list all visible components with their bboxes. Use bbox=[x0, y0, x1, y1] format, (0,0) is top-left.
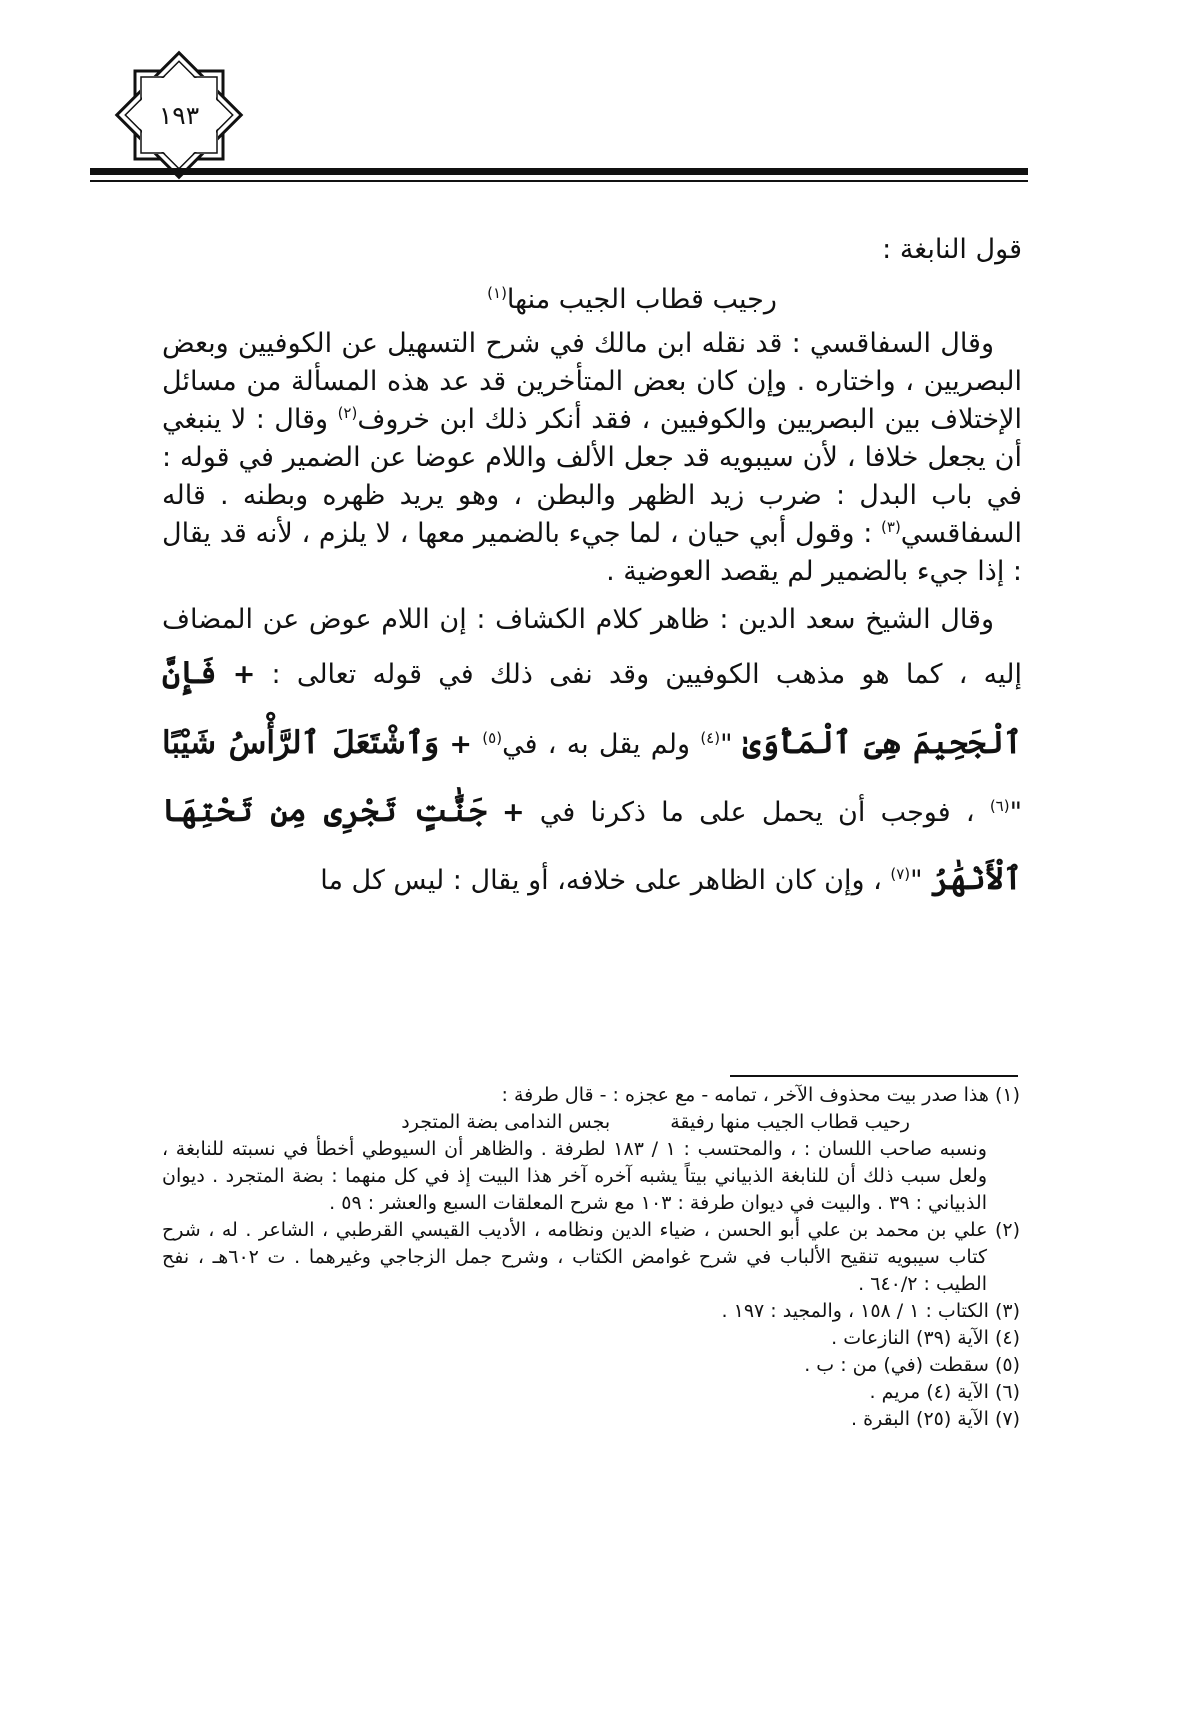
para2-text-c: ، فوجب أن يحمل على ما ذكرنا في bbox=[524, 797, 990, 828]
header-rule-thick bbox=[90, 168, 1028, 175]
para1-text-c: : وقول أبي حيان ، لما جيء بالضمير معها ، لا يلزم ، لأنه قد يقال : إذا جيء بالضمير لم يقصد العوضية . bbox=[162, 518, 1022, 587]
footnote-1-poem-first-hemistich: رحيب قطاب الجيب منها رفيقة bbox=[670, 1111, 910, 1133]
footnote-1-poem bbox=[162, 1109, 1020, 1136]
quran-close-mark-1: " bbox=[720, 729, 733, 760]
para2-text-a: وقال الشيخ سعد الدين : ظاهر كلام الكشاف : إن اللام عوض عن المضاف إليه ، كما هو مذهب الكوفيين وقد نفى ذلك في قوله تعالى : bbox=[162, 604, 1022, 690]
footnote-ref-7: (٧) bbox=[890, 865, 911, 883]
verse-line bbox=[162, 275, 1022, 325]
footnote-ref-6: (٦) bbox=[989, 797, 1010, 815]
footnote-separator bbox=[730, 1075, 1018, 1077]
footnote-7: (٧) الآية (٢٥) البقرة . bbox=[851, 1408, 1020, 1430]
footnote-4: (٤) الآية (٣٩) النازعات . bbox=[831, 1327, 1020, 1349]
para1-text-a: وقال السفاقسي : قد نقله ابن مالك في شرح التسهيل عن الكوفيين وبعض البصريين ، واختاره . وإن كان بعض المتأخرين قد عد هذه المسألة من مسائل الإختلاف بين البصريين والكوفيين ، فقد أنكر ذلك ابن خروف bbox=[162, 328, 1022, 435]
quran-open-mark-3: + bbox=[501, 797, 525, 828]
paragraph-2 bbox=[162, 601, 1022, 913]
footnote-ref-5: (٥) bbox=[482, 729, 503, 747]
paragraph-1 bbox=[162, 325, 1022, 591]
footnote-ref-3: (٣) bbox=[881, 518, 901, 536]
footnotes bbox=[162, 1082, 1020, 1433]
footnote-5: (٥) سقطت (في) من : ب . bbox=[804, 1354, 1020, 1376]
footnote-3: (٣) الكتاب : ١ / ١٥٨ ، والمجيد : ١٩٧ . bbox=[721, 1300, 1020, 1322]
footnote-ref-4: (٤) bbox=[700, 729, 721, 747]
footnote-2: (٢) علي بن محمد بن علي أبو الحسن ، ضياء الدين ونظامه ، الأديب القيسي القرطبي ، الشاعر . له ، شرح كتاب سيبويه تنقيح الألباب في شرح غوامض الكتاب ، وشرح جمل الزجاجي وغيرهما . ت ٦٠٢هـ ، نفح الطيب : ٦٤٠/٢ . bbox=[162, 1219, 1020, 1295]
footnote-1-line1: (١) هذا صدر بيت محذوف الآخر ، تمامه - مع عجزه : - قال طرفة : bbox=[501, 1084, 1020, 1106]
footnote-1-body: ونسبه صاحب اللسان : ، والمحتسب : ١ / ١٨٣ لطرفة . والظاهر أن السيوطي أخطأ في نسبته للنابغة ، ولعل سبب ذلك أن للنابغة الذبياني بيتاً يشبه آخره آخر هذا البيت إذ في كل منهما : بضة المتجرد . ديوان الذبياني : ٣٩ . والبيت في ديوان طرفة : ١٠٣ مع شرح المعلقات السبع والعشر : ٥٩ . bbox=[162, 1138, 987, 1214]
footnote-6: (٦) الآية (٤) مريم . bbox=[869, 1381, 1020, 1403]
quran-verse-1: فَإِنَّ ٱلْجَحِيمَ هِىَ ٱلْمَأْوَىٰ bbox=[162, 655, 1023, 761]
main-text bbox=[162, 225, 1022, 923]
quran-close-mark-3: " bbox=[910, 865, 923, 896]
quran-verse-3: جَنَّٰتٍ تَجْرِى مِن تَحْتِهَا ٱلْأَنْهَٰرُ bbox=[162, 793, 1022, 897]
intro-line: قول النابغة : bbox=[882, 234, 1022, 265]
footnote-ref-1: (١) bbox=[487, 284, 507, 302]
footnote-1-poem-second-hemistich: بجس الندامى بضة المتجرد bbox=[401, 1111, 611, 1133]
page-number: ١٩٣ bbox=[158, 100, 200, 130]
para1-text-b: وقال : لا ينبغي أن يجعل خلافا ، لأن سيبويه قد جعل الألف واللام عوضا عن الضمير في قوله : في باب البدل : ضرب زيد الظهر والبطن ، وهو يريد ظهره وبطنه . قاله السفاقسي bbox=[162, 404, 1022, 549]
quran-verse-2: وَٱشْتَعَلَ ٱلرَّأْسُ شَيْبًا bbox=[162, 725, 440, 761]
quran-close-mark-2: " bbox=[1009, 797, 1023, 828]
header-rule-thin bbox=[90, 180, 1028, 182]
quran-open-mark-2: + bbox=[449, 729, 473, 760]
footnote-ref-2: (٢) bbox=[337, 404, 358, 422]
para2-text-d: ، وإن كان الظاهر على خلافه، أو يقال : ليس كل ما bbox=[320, 865, 891, 896]
quran-open-mark: + bbox=[232, 659, 256, 690]
verse-text: رجيب قطاب الجيب منها bbox=[506, 284, 777, 315]
para2-text-b: ولم يقل به ، في bbox=[502, 729, 701, 760]
